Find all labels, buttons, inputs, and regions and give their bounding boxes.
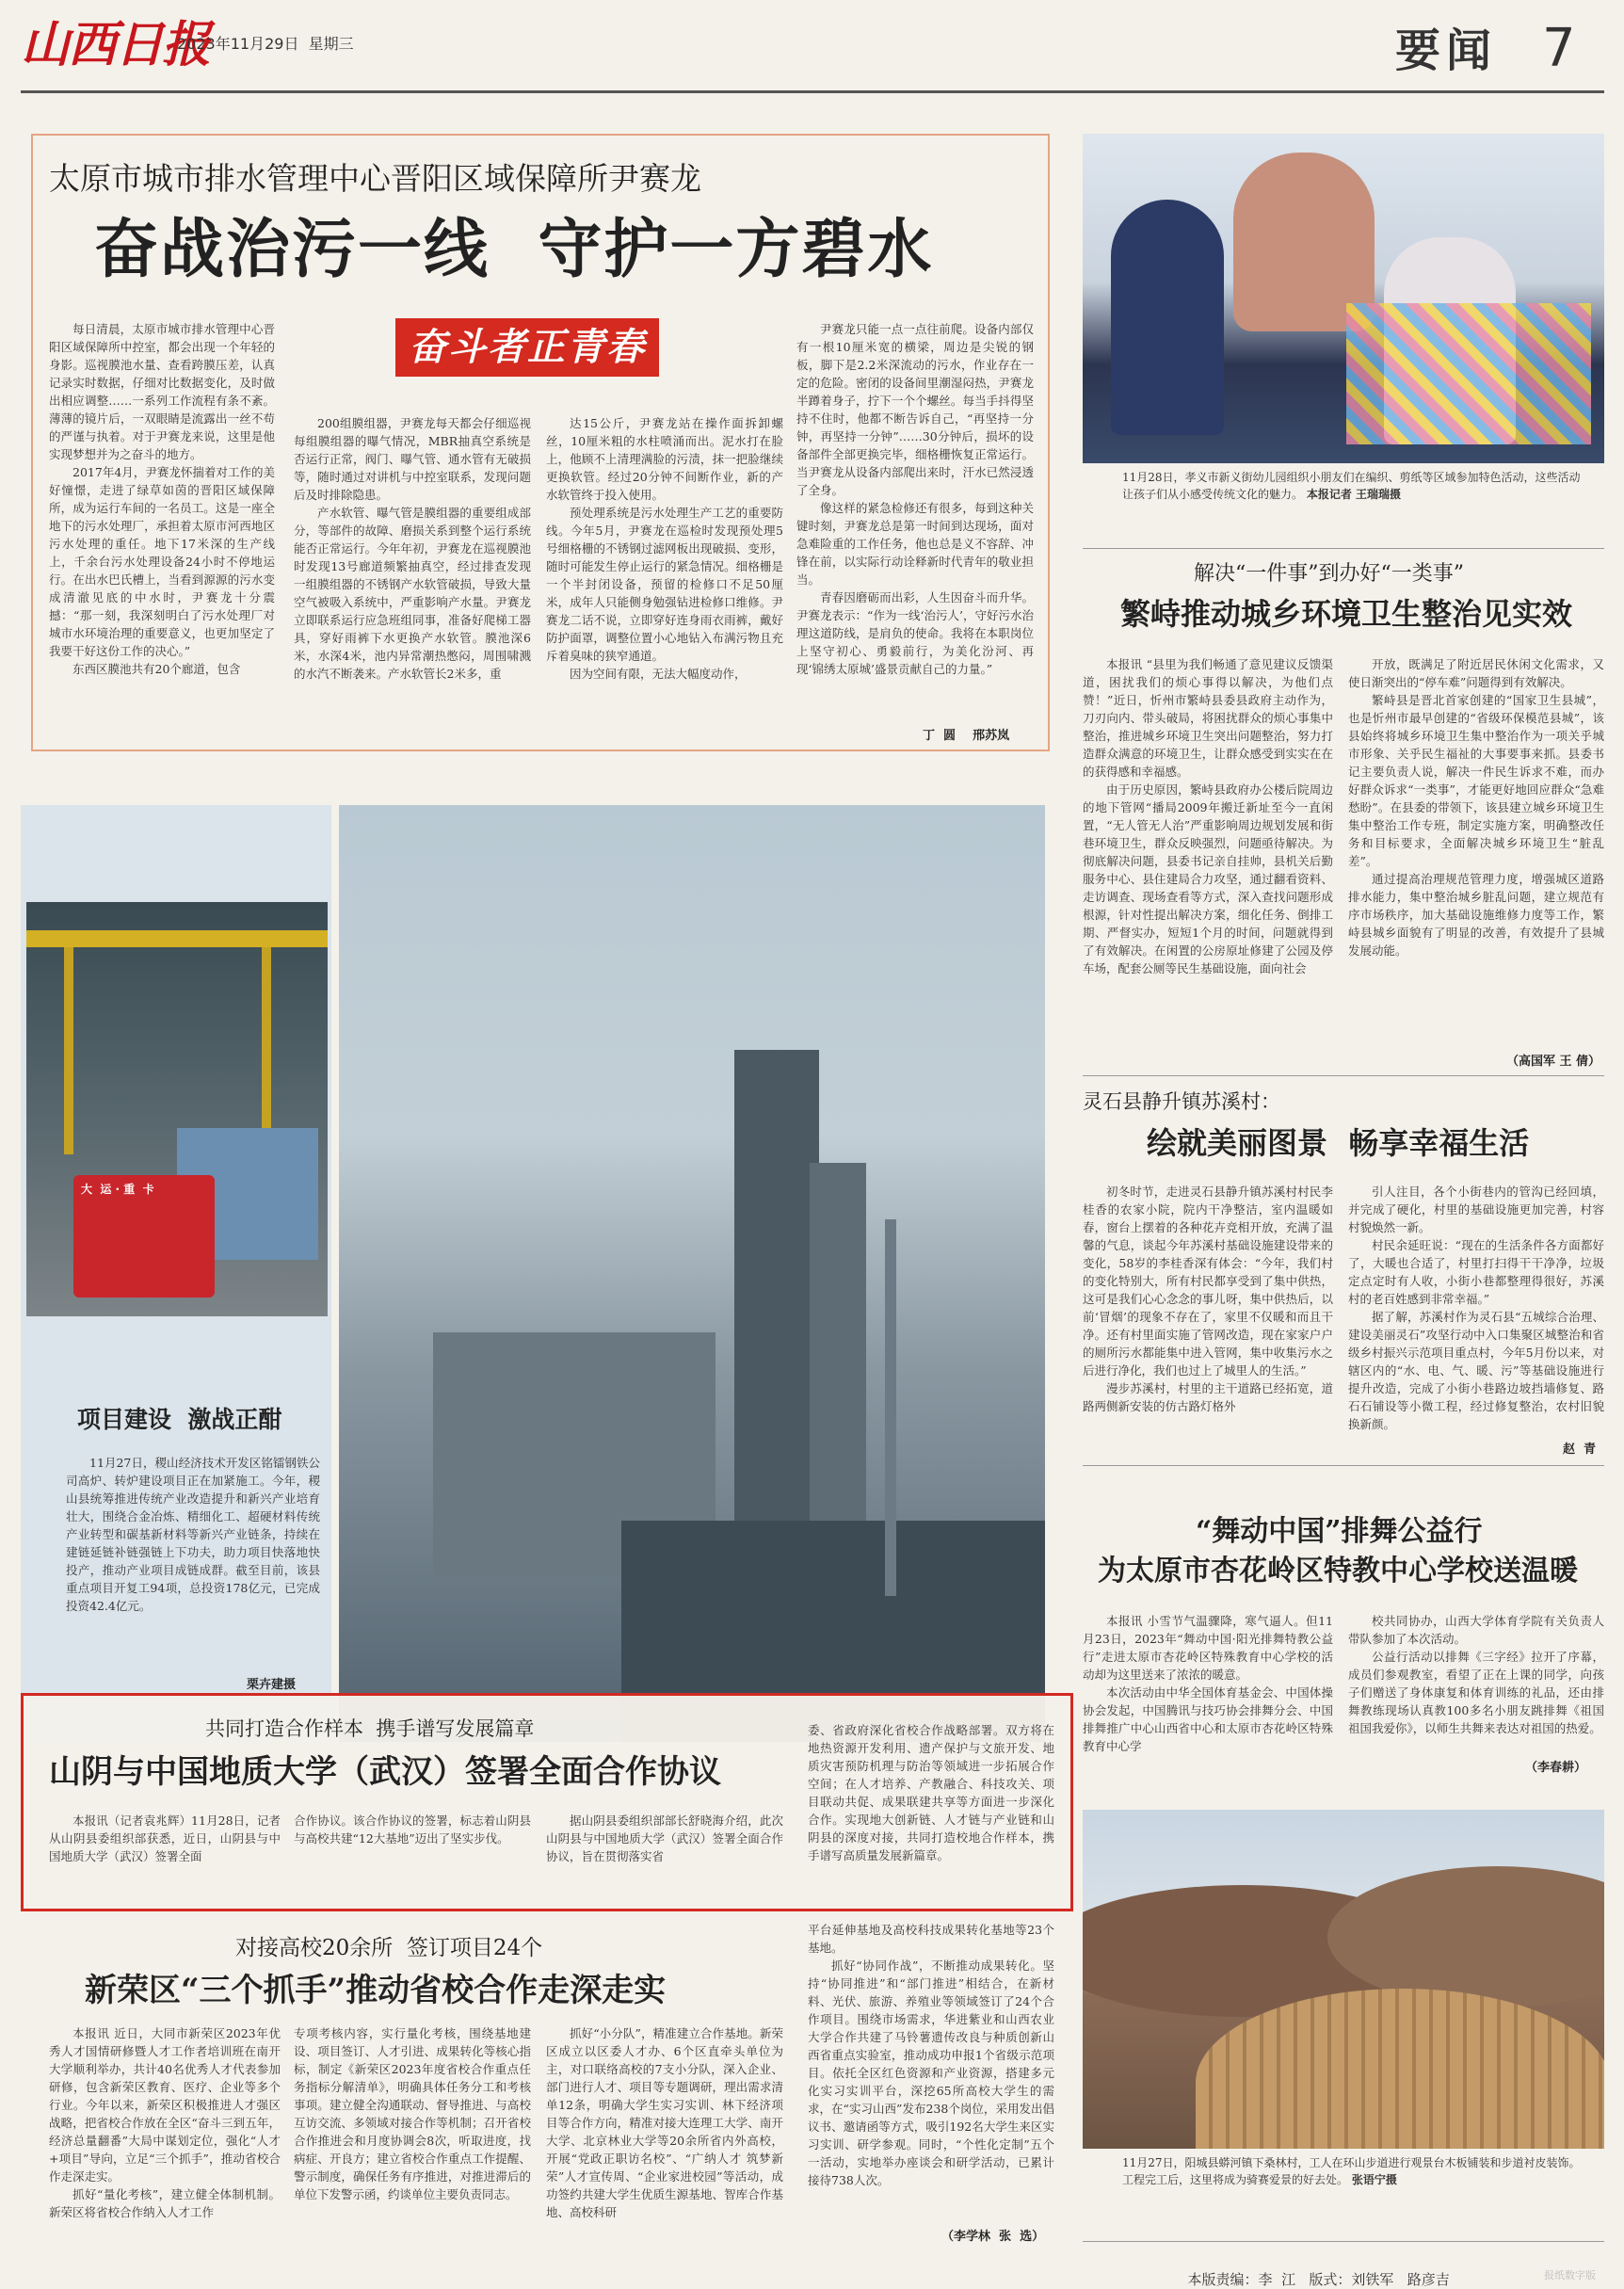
top-col-3 [546,414,783,744]
truck-label: 大 运 · 重 卡 [81,1183,154,1196]
shanyin-col-3 [546,1812,783,1898]
shanyin-col-4 [808,1721,1054,1898]
paragraph: 抓好“量化考核”，建立健全体制机制。新荣区将省校合作纳入人才工作 [49,2187,281,2219]
paragraph: 青春因磨砺而出彩，人生因奋斗而升华。尹赛龙表示：“作为一线‘治污人’，守好污水治理这道防线，是肩负的使命。我将在本职岗位上坚守初心、勇毅前行，为美化汾河、再现‘锦绣太原城’盛景贡献自己的力量。” [796,590,1034,676]
divider [1083,1465,1604,1466]
kindergarten-caption [1122,469,1584,505]
paragraph: 本次活动由中华全国体育基金会、中国体操协会发起，中国腾讯与技巧协会排舞分会、中国排舞推广中心山西省中心和太原市杏花岭区特殊教育中心学 [1083,1685,1333,1753]
paragraph: 像这样的紧急检修还有很多，每到这种关键时刻，尹赛龙总是第一时间到达现场，面对急难险重的工作任务，他也总是义不容辞、冲锋在前，以实际行动诠释新时代青年的敬业担当。 [796,501,1034,587]
fanshi-col-2 [1348,655,1604,1051]
paragraph: 合作协议。该合作协议的签署，标志着山阴县与高校共建“12大基地”迈出了坚实步伐。 [294,1813,531,1846]
paragraph: 11月27日，稷山经济技术开发区铭镭钢铁公司高炉、转炉建设项目正在加紧施工。今年，稷山县统筹推进传统产业改造提升和新兴产业培育壮大，围绕合金冶炼、精细化工、超硬材料传统产业转型和碳基新材料等新兴产业链条，持续在建链延链补链强链上下功夫，助力项目快落地快投产，推动产业项目成链成群。截至目前，该县重点项目开复工94项，总投资178亿元，已完成投资42.4亿元。 [66,1456,320,1613]
fanshi-byline: （高国军 王 倩） [1506,1055,1601,1069]
lingshi-col-2 [1348,1183,1604,1437]
paragraph: 据山阴县委组织部部长舒晓海介绍，此次山阴县与中国地质大学（武汉）签署全面合作协议，旨在贯彻落实省 [546,1813,783,1863]
shanyin-col-1 [49,1812,281,1898]
page-number: 7 [1542,18,1576,79]
paragraph: 繁峙县是晋北首家创建的“国家卫生县城”，也是忻州市最早创建的“省级环保模范县城”，该县始终将城乡环境卫生集中整治作为一项关乎城市形象、关乎民生福祉的大事要事来抓。县委书记主要负责人说，解决一件民生诉求不难，而办好群众诉求“一类事”，才能更好地回应群众“急难愁盼”。在县委的带领下，该县建立城乡环境卫生集中整治工作专班，制定实施方案，明确整改任务和目标要求，全面解决城乡环境卫生“脏乱差”。 [1348,693,1604,868]
paragraph: 由于历史原因，繁峙县政府办公楼后院周边的地下管网“播局2009年搬迁新址至今一直闲置，“无人管无人治”严重影响周边规划发展和街巷环境卫生，群众反映强烈，问题亟待解决。为彻底解决问题，县委书记亲自挂帅，县机关后勤服务中心、县住建局合力攻坚，通过翻看资料、走访调查、现场查看等方式，深入查找问题形成根源，针对性提出解决方案，细化任务、倒排工期、严督实办，短短1个月的时间，问题就得到了有效解决。在闲置的公房原址修建了公园及停车场，配套公厕等民生基础设施，面向社会 [1083,782,1333,975]
dance-col-2 [1348,1612,1604,1753]
shanyin-title: 山阴与中国地质大学（武汉）签署全面合作协议 [49,1753,721,1791]
caption-credit: 本报记者 王瑞瑞摄 [1306,488,1402,501]
caption-credit: 张语宁摄 [1351,2173,1397,2186]
paragraph: 本报讯 “县里为我们畅通了意见建议反馈渠道，困扰我们的烦心事得以解决，为他们点赞！”近日，忻州市繁峙县委县政府主动作为，刀刃向内、带头破局，将困扰群众的烦心事集中整治，推进城乡环境卫生突出问题整治，努力打造群众满意的环境卫生，让群众感受到实实在在的获得感和幸福感。 [1083,657,1333,779]
shanyin-col-2 [294,1812,531,1898]
paragraph: 开放，既满足了附近居民休闲文化需求，又使日渐突出的“停车难”问题得到有效解决。 [1348,657,1604,689]
paragraph: 公益行活动以排舞《三字经》拉开了序幕，成员们参观教室，看望了正在上课的同学，向孩子们赠送了身体康复和体育训练的礼品，还由排舞教练现场认真教100多名小朋友跳排舞《祖国祖国我爱你》，以师生共舞来表达对祖国的热爱。 [1348,1650,1604,1735]
trail-caption [1122,2154,1584,2190]
paragraph: 因为空间有限，无法大幅度动作， [570,667,747,681]
top-story-kicker: 太原市城市排水管理中心晋阳区域保障所尹赛龙 [49,160,701,197]
caption-text: 11月27日，阳城县蟒河镇下桑林村，工人在环山步道进行观景台木板铺装和步道衬皮装饰。工程完工后，这里将成为骑赛爱景的好去处。 [1122,2156,1581,2186]
dance-title-2: 为太原市杏花岭区特教中心学校送温暖 [1098,1555,1578,1588]
xinrong-title: 新荣区“三个抓手”推动省校合作走深走实 [85,1972,667,2009]
fanshi-kicker: 解决“一件事”到办好“一类事” [1194,562,1464,586]
paragraph: 东西区膜池共有20个廊道，包含 [72,662,241,676]
fanshi-title: 繁峙推动城乡环境卫生整治见实效 [1120,596,1573,632]
top-byline: 丁 圆 邢苏岚 [923,729,1010,743]
xinrong-col-4 [808,1921,1054,2224]
lingshi-title: 绘就美丽图景 畅享幸福生活 [1147,1125,1530,1161]
photo-shape [262,947,271,1154]
paragraph: 引人注目，各个小街巷内的管沟已经回填，并完成了硬化，村里的基础设施更加完善，村容村貌焕然一新。 [1348,1185,1604,1234]
project-credit: 栗卉建摄 [247,1678,297,1692]
paragraph: 本报讯（记者袁兆辉）11月28日，记者从山阴县委组织部获悉，近日，山阴县与中国地质大学（武汉）签署全面 [49,1813,281,1863]
paragraph: 初冬时节，走进灵石县静升镇苏溪村村民李桂香的农家小院，院内干净整洁，室内温暖如春，窗台上摆着的各种花卉竞相开放，充满了温馨的气息，谈起今年苏溪村基础设施建设带来的变化，58岁的李桂香深有体会：“今年，我们村的变化特别大，所有村民都享受到了集中供热，这可是我们心心念念的事儿呀，集中供热后，以前‘冒烟’的现象不存在了，家里不仅暖和而且干净。还有村里面实施了管网改造，现在家家户户的厕所污水都能集中进入管网，集中收集污水之后进行净化，我们也过上了城里人的生活。” [1083,1185,1333,1378]
section-name: 要闻 [1395,24,1498,77]
divider [1083,1075,1604,1076]
paragraph: 预处理系统是污水处理生产工艺的重要防线。今年5月，尹赛龙在巡检时发现预处理5号细格栅的不锈钢过滤网板出现破损、变形，随时可能发生停止运行的紧急情况。细格栅是一个半封闭设备，预留的检修口不足50厘米，成年人只能侧身勉强钻进检修口维修。尹赛龙二话不说，立即穿好连身雨衣雨裤，戴好防护面罩，调整位置小心地钻入布满污物且充斥着臭味的狭窄通道。 [546,506,783,663]
photo-shape [26,930,328,947]
trail-photo[interactable] [1083,1810,1604,2149]
paragraph: 村民余延旺说：“现在的生活条件各方面都好了，大暖也合适了，村里打扫得干干净净，垃圾定点定时有人收，小街小巷都整理得很好，苏溪村的老百姓感到非常幸福。” [1348,1238,1604,1306]
top-col-2 [294,414,531,744]
footer-credits [1179,2252,1450,2289]
photo-shape [885,1219,896,1596]
truck-cab [73,1175,215,1298]
photo-shape [1346,303,1591,444]
paragraph: 委、省政府深化省校合作战略部署。双方将在地热资源开发利用、遗产保护与文旅开发、地质灾害预防机理与防治等领域进一步拓展合作空间；在人才培养、产教融合、科技攻关、项目联动共促、成果联建共享等方面进一步深化合作。实现地大创新链、人才链与产业链和山阴县的深度对接，共同打造校地合作样本，携手谱写高质量发展新篇章。 [808,1723,1054,1862]
crane-truck-photo[interactable] [26,902,328,1316]
paragraph: 通过提高治理规范管理力度，增强城区道路排水能力，集中整治城乡脏乱问题，建立规范有序市场秩序，加大基础设施维修力度等工作，繁峙县城乡面貌有了明显的改善，有效提升了县城发展动能。 [1348,872,1604,958]
shanyin-kicker: 共同打造合作样本 携手谱写发展篇章 [205,1717,535,1740]
footer-design: 版式：刘铁军 [1309,2271,1394,2288]
lingshi-kicker: 灵石县静升镇苏溪村： [1083,1090,1280,1113]
photo-shape [734,1050,819,1539]
photo-shape [1111,200,1224,435]
lingshi-col-1 [1083,1183,1333,1456]
date-text: 2023年11月29日 [177,35,299,53]
photo-shape [810,1163,866,1558]
divider [1083,548,1604,549]
paragraph: 达15公斤，尹赛龙站在操作面拆卸螺丝，10厘米粗的水柱喷涌而出。泥水打在脸上，他顾不上清理满脸的污渍，抹一把脸继续更换软管。经过20分钟不间断作业，新的产水软管终于投入使用。 [546,416,783,502]
paragraph: 专项考核内容，实行量化考核，围绕基地建设、项目签订、人才引进、成果转化等核心指标，制定《新荣区2023年度省校合作重点任务指标分解清单》，明确具体任务分工和考核事项。建立健全沟通联动、督导推进、与高校互访交流、多领域对接合作等机制；召开省校合作推进会和月度协调会8次，听取进度，找病症、开良方；建立省校合作重点工作提醒、警示制度，确保任务有序推进，对推进滞后的单位下发警示函，约谈单位主要负责同志。 [294,2026,531,2201]
top-story-title: 奋战治污一线 守护一方碧水 [94,213,934,287]
top-col-1 [49,320,275,744]
newspaper-logo[interactable]: 山西日报 [21,16,210,73]
paragraph: 抓好“小分队”，精准建立合作基地。新荣区成立以区委人才办、6个区直牵头单位为主，对口联络高校的7支小分队，深入企业、部门进行人才、项目等专题调研，理出需求清单12条，明确大学生实习实训、林下经济项目等合作方向，精准对接大连理工大学、南开大学、北京林业大学等20余所省内外高校，开展“党政正职访名校”、“广纳人才 筑梦新荣”人才宣传周、“企业家进校园”等活动，成功签约共建大学生优质生源基地、智库合作基地、高校科研 [546,2026,783,2219]
dance-byline: （李春耕） [1525,1761,1587,1775]
paragraph: 本报讯 近日，大同市新荣区2023年优秀人才国情研修暨人才工作者培训班在南开大学顺利举办，共计40名优秀人才代表参加研修，包含新荣区教育、医疗、企业等多个行业。今年以来，新荣区积极推进人才强区战略，把省校合作放在全区“奋斗三到五年，经济总量翻番”大局中谋划定位，强化“人才+项目”导向，立足“三个抓手”，推动省校合作走深走实。 [49,2026,281,2184]
issue-date [177,32,354,54]
masthead [0,0,1624,94]
paragraph: 校共同协办，山西大学体育学院有关负责人带队参加了本次活动。 [1348,1614,1604,1646]
photo-shape [64,947,73,1154]
footer-rule [1083,2241,1604,2242]
paragraph: 抓好“协同作战”，不断推动成果转化。坚持“协同推进”和“部门推进”相结合，在新材料、光伏、旅游、养殖业等领域签订了24个合作项目。围绕市场需求，华进紫业和山西农业大学合作共建了马铃薯遗传改良与种质创新山西省重点实验室，推动成功申报1个省级示范项目。依托全区红色资源和产业资源，搭建多元化实习实训平台，深挖65所高校大学生的需求，在“实习山西”发布238个岗位，采用发出倡议书、邀请函等方式，吸引192名大学生来区实习实训、研学参观。同时，“个性化定制”五个一活动，实地举办座谈会和研学活动，已累计接待738人次。 [808,1959,1054,2187]
masthead-rule [21,90,1604,93]
kindergarten-photo[interactable] [1083,134,1604,463]
paragraph: 据了解，苏溪村作为灵石县“五城综合治理、建设美丽灵石”攻坚行动中入口集聚区城整治和省级乡村振兴示范项目重点村，今年5月份以来，对辖区内的“水、电、气、暖、污”等基础设施进行提升改造，完成了小街小巷路边坡挡墙修复、路石石铺设等小微工程，经过修复整治，农村旧貌换新颜。 [1348,1310,1604,1431]
project-body [66,1454,320,1672]
steel-plant-photo[interactable] [339,805,1045,1742]
footer-proof: 路彦吉 [1407,2271,1450,2288]
paragraph: 平台延伸基地及高校科技成果转化基地等23个基地。 [808,1923,1054,1955]
footer-editor: 本版责编：李 江 [1187,2271,1296,2288]
paragraph: 漫步苏溪村，村里的主干道路已经拓宽，道路两侧新安装的仿古路灯格外 [1083,1381,1333,1413]
fanshi-col-1 [1083,655,1333,1070]
watermark: 报纸数字版 [1544,2269,1596,2281]
project-title: 项目建设 激战正酣 [77,1406,282,1433]
paragraph: 产水软管、曝气管是膜组器的重要组成部分，等部件的故障、磨损关系到整个运行系统能否正常运行。今年年初，尹赛龙在巡视膜池时发现13号廊道频繁抽真空，经过排查发现一组膜组器的不锈钢产水软管破损，导致大量空气被吸入系统中，严重影响产水量。尹赛龙立即联系运行应急班组同事，准备好爬梯工器具，穿好雨裤下水更换产水软管。膜池深6米，水深4米，池内异常潮热憋闷，周围啸溅的水汽不断袭来。产水软管长2米多，重 [294,506,531,681]
top-col-4 [796,320,1034,725]
paragraph: 尹赛龙只能一点一点往前爬。设备内部仅有一根10厘米宽的横梁，周边是尖锐的钢板，脚下是2.2米深流动的污水，作业存在一定的危险。密闭的设备间里潮湿闷热，尹赛龙半蹲着身子，拧下一个个螺丝。每当手抖得坚持不住时，他都不断告诉自己，“再坚持一分钟，再坚持一分钟”……30分钟后，损坏的设备部件全部更换完毕，细格栅恢复正常运行。当尹赛龙从设备内部爬出来时，汗水已然浸透了全身。 [796,322,1034,497]
dance-col-1 [1083,1612,1333,1772]
lingshi-byline: 赵 青 [1563,1443,1597,1457]
paragraph: 每日清晨，太原市城市排水管理中心晋阳区域保障所中控室，都会出现一个年轻的身影。巡视膜池水量、查看跨膜压差，认真记录实时数据，仔细对比数据变化，及时做出相应调整……一系列工作流程有条不紊。薄薄的镜片后，一双眼睛是流露出一丝不苟的严谨与执着。对于尹赛龙来说，这里是他实现梦想并为之奋斗的地方。 [49,322,275,461]
xinrong-col-3 [546,2024,783,2241]
paragraph: 2017年4月，尹赛龙怀揣着对工作的美好憧憬，走进了绿草如茵的晋阳区域保障所，成为运行车间的一名员工。这是一座全地下的污水处理厂，承担着太原市河西地区污水处理的重任。地下17米深的生产线上，千余台污水处理设备24小时不停地运行。在出水巴氏槽上，当看到源源的污水变成清澈见底的中水时，尹赛龙十分震撼：“那一刻，我深刻明白了污水处理厂对城市水环境治理的重要意义，也更加坚定了我要干好这份工作的决心。” [49,465,275,658]
paragraph: 本报讯 小雪节气温骤降，寒气逼人。但11月23日，2023年“舞动中国·阳光排舞特教公益行”走进太原市杏花岭区特殊教育中心学校的活动却为这里送来了浓浓的暖意。 [1083,1614,1333,1682]
youth-badge: 奋斗者正青春 [395,318,659,377]
xinrong-byline: （李学林 张 选） [941,2230,1045,2244]
caption-text: 11月28日，孝义市新义街幼儿园组织小朋友们在编织、剪纸等区域参加特色活动，这些活动让孩子们从小感受传统文化的魅力。 [1122,471,1581,501]
xinrong-kicker: 对接高校20余所 签订项目24个 [235,1936,543,1960]
dance-title-1: “舞动中国”排舞公益行 [1196,1515,1483,1548]
paragraph: 200组膜组器，尹赛龙每天都会仔细巡视每组膜组器的曝气情况，MBR抽真空系统是否运行正常，阀门、曝气管、通水管有无破损等，随时通过对讲机与中控室联系，发现问题后及时排除隐患。 [294,416,531,502]
xinrong-col-2 [294,2024,531,2241]
xinrong-col-1 [49,2024,281,2241]
weekday-text: 星期三 [308,35,354,53]
